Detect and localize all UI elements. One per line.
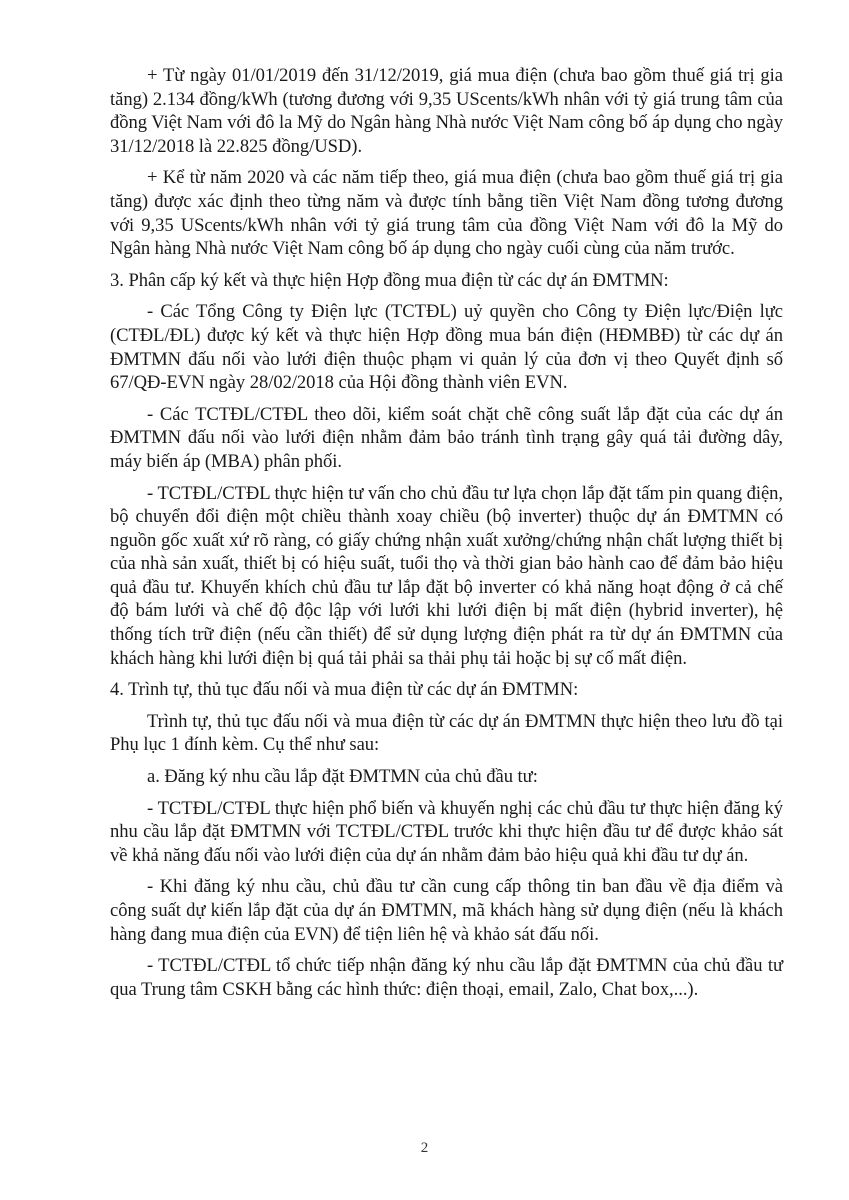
procedure-intro-paragraph: Trình tự, thủ tục đấu nối và mua điện từ các dự án ĐMTMN thực hiện theo lưu đồ tại Phụ lục 1 đính kèm. Cụ thể như sau: — [110, 710, 783, 756]
authorization-paragraph: - Các Tổng Công ty Điện lực (TCTĐL) uỷ quyền cho Công ty Điện lực/Điện lực (CTĐL/ĐL) được ký kết và thực hiện Hợp đồng mua bán điện (HĐMBĐ) từ các dự án ĐMTMN đấu nối vào lưới điện thuộc phạm vi quản lý của đơn vị theo Quyết định số 67/QĐ-EVN ngày 28/02/2018 của Hội đồng thành viên EVN. — [110, 301, 783, 394]
price-2020-onward-paragraph: + Kể từ năm 2020 và các năm tiếp theo, giá mua điện (chưa bao gồm thuế giá trị gia tăng) được xác định theo từng năm và được tính bằng tiền Việt Nam đồng tương đương với 9,35 UScents/kWh nhân với tỷ giá trung tâm của đồng Việt Nam với đô la Mỹ do Ngân hàng Nhà nước Việt Nam công bố áp dụng cho ngày cuối cùng của năm trước. — [110, 167, 783, 260]
capacity-control-paragraph: - Các TCTĐL/CTĐL theo dõi, kiểm soát chặt chẽ công suất lắp đặt của các dự án ĐMTMN đấu nối vào lưới điện nhằm đảm bảo tránh tình trạng gây quá tải đường dây, máy biến áp (MBA) phân phối. — [110, 403, 783, 472]
section-3-heading: 3. Phân cấp ký kết và thực hiện Hợp đồng mua điện từ các dự án ĐMTMN: — [110, 269, 669, 291]
registration-channels-paragraph: - TCTĐL/CTĐL tổ chức tiếp nhận đăng ký nhu cầu lắp đặt ĐMTMN của chủ đầu tư qua Trung tâm CSKH bằng các hình thức: điện thoại, email, Zalo, Chat box,...). — [110, 955, 783, 1000]
section-4-heading: 4. Trình tự, thủ tục đấu nối và mua điện từ các dự án ĐMTMN: — [110, 679, 579, 701]
page-number: 2 — [420, 1140, 429, 1156]
equipment-advice-paragraph: - TCTĐL/CTĐL thực hiện tư vấn cho chủ đầu tư lựa chọn lắp đặt tấm pin quang điện, bộ chuyển đổi điện một chiều thành xoay chiều (bộ inverter) thuộc dự án ĐMTMN có nguồn gốc xuất xứ rõ ràng, có giấy chứng nhận xuất xưởng/chứng nhận chất lượng thiết bị của nhà sản xuất, thiết bị có hiệu suất, tuổi thọ và thời gian bảo hành cao để đảm bảo hiệu quả đầu tư. Khuyến khích chủ đầu tư lắp đặt bộ inverter có khả năng hoạt động ở cả chế độ bám lưới và chế độ độc lập với lưới khi lưới điện bị mất điện (hybrid inverter), hệ thống tích trữ điện (nếu cần thiết) để sử dụng lượng điện phát ra từ dự án ĐMTMN của khách hàng khi lưới điện bị quá tải phải sa thải phụ tải hoặc bị sự cố mất điện. — [110, 482, 783, 669]
registration-info-paragraph: - Khi đăng ký nhu cầu, chủ đầu tư cần cung cấp thông tin ban đầu về địa điểm và công suất dự kiến lắp đặt của dự án ĐMTMN, mã khách hàng sử dụng điện (nếu là khách hàng đang mua điện của EVN) để tiện liên hệ và khảo sát đấu nối. — [110, 876, 783, 945]
subsection-a-heading: a. Đăng ký nhu cầu lắp đặt ĐMTMN của chủ đầu tư: — [147, 766, 538, 788]
document-page — [110, 64, 783, 1009]
price-2019-paragraph: + Từ ngày 01/01/2019 đến 31/12/2019, giá mua điện (chưa bao gồm thuế giá trị gia tăng) 2.134 đồng/kWh (tương đương với 9,35 UScents/kWh nhân với tỷ giá trung tâm của đồng Việt Nam với đô la Mỹ do Ngân hàng Nhà nước Việt Nam công bố áp dụng cho ngày 31/12/2018 là 22.825 đồng/USD). — [110, 65, 783, 157]
registration-recommendation-paragraph: - TCTĐL/CTĐL thực hiện phổ biến và khuyến nghị các chủ đầu tư thực hiện đăng ký nhu cầu lắp đặt ĐMTMN với TCTĐL/CTĐL trước khi thực hiện đầu tư để được khảo sát về khả năng đấu nối vào lưới điện của dự án nhằm đảm bảo hiệu quả khi đầu tư dự án. — [110, 797, 783, 866]
